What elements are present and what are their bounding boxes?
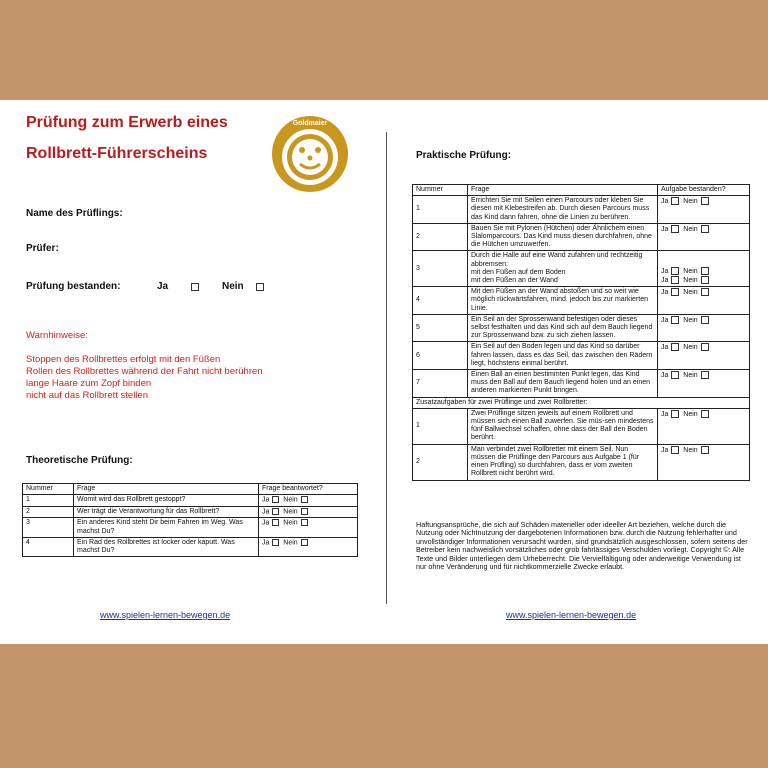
theory-table: [22, 483, 358, 557]
answer-cell[interactable]: Ja Nein: [658, 314, 750, 342]
table-row: 2 Bauen Sie mit Pylonen (Hütchen) oder Ähnlichem einen Slalomparcours. Das Kind muss diesen durchfahren, ohne die Hütchen umzuwerfen. Ja Nein: [413, 223, 750, 251]
answer-cell[interactable]: Ja Nein: [259, 495, 358, 507]
theory-num: 1: [23, 495, 74, 507]
table-row: 1 Zwei Prüflinge sitzen jeweils auf einem Rollbrett und müssen sich einen Ball zuwerfen. Sie müs-sen mindestens fünf Ballwechsel schaffen, ohne dass der Ball den Boden berührt. Ja Nein: [413, 408, 750, 444]
answer-cell[interactable]: Ja Nein: [658, 196, 750, 224]
table-row: 2 Man verbindet zwei Rollbretter mit einem Seil. Nun müssen die Prüflinge den Parcours aus Aufgabe 1 (für einen Prüfling) so durchfahren, dass er vom zweiten Rollbrett nicht berührt wird. Ja Nein: [413, 444, 750, 480]
smiley-logo-icon: [270, 114, 350, 194]
theory-header: Frage beantwortet?: [259, 484, 358, 495]
table-row: 3 Durch die Halle auf eine Wand zufahren und rechtzeitig abbremsen: mit den Füßen auf dem Boden mit den Füßen an der Wand Ja Nein Ja Nein: [413, 251, 750, 287]
warning-item: Stoppen des Rollbrettes erfolgt mit den Füßen: [26, 354, 221, 365]
theory-question: Wer trägt die Verantwortung für das Rollbrett?: [74, 506, 259, 518]
theory-num: 3: [23, 518, 74, 537]
extra-label: Zusatzaufgaben für zwei Prüflinge und zwei Rollbretter:: [413, 397, 750, 408]
warn-list: [26, 354, 263, 402]
table-row: 1 Errichten Sie mit Seilen einen Parcours oder kleben Sie diesen mit Klebestreifen ab. Durch diesen Parcours muss das Kind dann fahren, ohne die Linien zu berühren. Ja Nein: [413, 196, 750, 224]
answer-cell[interactable]: Ja Nein: [658, 444, 750, 480]
theory-question: Womit wird das Rollbrett gestoppt?: [74, 495, 259, 507]
practical-header: Aufgabe bestanden?: [658, 185, 750, 196]
answer-cell[interactable]: Ja Nein: [658, 287, 750, 315]
page-divider: [386, 132, 387, 604]
theory-header: Nummer: [23, 484, 74, 495]
answer-cell[interactable]: Ja Nein Ja Nein: [658, 251, 750, 287]
pruefer-label: Prüfer:: [26, 243, 59, 254]
answer-cell[interactable]: Ja Nein: [658, 370, 750, 398]
answer-cell[interactable]: Ja Nein: [658, 223, 750, 251]
practical-table: [412, 184, 750, 481]
answer-cell[interactable]: Ja Nein: [259, 506, 358, 518]
practical-title: Praktische Prüfung:: [416, 150, 512, 161]
table-row: 7 Einen Ball an einen bestimmten Punkt legen, das Kind muss den Ball auf dem Bauch liegend holen und an einen anderen markierten Punkt bringen. Ja Nein: [413, 370, 750, 398]
title-line-2: Rollbrett-Führerscheins: [26, 145, 208, 162]
passed-nein: Nein: [222, 281, 244, 292]
table-row: [23, 506, 358, 518]
title-line-1: Prüfung zum Erwerb eines: [26, 114, 228, 131]
theory-question: Ein anderes Kind steht Dir beim Fahren im Weg. Was machst Du?: [74, 518, 259, 537]
document-page: [0, 100, 768, 644]
theory-header: Frage: [74, 484, 259, 495]
answer-cell[interactable]: Ja Nein: [259, 518, 358, 537]
answer-cell[interactable]: Ja Nein: [658, 408, 750, 444]
logo-text: Goldmaier: [292, 120, 328, 127]
theory-question: Ein Rad des Rollbrettes ist locker oder kaputt. Was machst Du?: [74, 537, 259, 556]
theory-header-row: [23, 484, 358, 495]
passed-ja: Ja: [157, 281, 169, 292]
theory-num: 2: [23, 506, 74, 518]
table-row: [23, 518, 358, 537]
practical-header: Nummer: [413, 185, 468, 196]
disclaimer-text: Haftungsansprüche, die sich auf Schäden materieller oder ideeller Art beziehen, welche durch die Nutzung oder Nichtnutzung der dargebotenen Informationen bzw. durch die Nutzung fehlerhafter und unvollständiger Informationen verursacht wurden, sind grundsätzlich ausgeschlossen, sofern seitens der Betreiber kein nachweislich vorsätzliches oder grob fahrlässiges Verschulden vorliegt. Copyright ©: Alle Texte und Bilder unterliegen dem Urheberrecht. Die Vervielfältigung oder anderweitige Verwendung ist nur ohne Veränderung und für nichtkommerzielle Zwecke erlaubt.: [416, 520, 748, 572]
practical-header-row: [413, 185, 750, 196]
theory-title: Theoretische Prüfung:: [26, 455, 133, 466]
theory-num: 4: [23, 537, 74, 556]
table-row: 4 Mit den Füßen an der Wand abstoßen und so weit wie möglich rückwärtsfahren, mind. jedoch bis zur markierten Linie. Ja Nein: [413, 287, 750, 315]
answer-cell[interactable]: Ja Nein: [658, 342, 750, 370]
extra-label-row: [413, 397, 750, 408]
passed-label: Prüfung bestanden:: [26, 281, 121, 292]
warning-item: nicht auf das Rollbrett stellen: [26, 390, 148, 401]
table-row: 6 Ein Seil auf den Boden legen und das Kind so darüber fahren lassen, dass es das Seil, das zwischen den Rädern liegt, höchstens einmal berührt. Ja Nein: [413, 342, 750, 370]
practical-header: Frage: [468, 185, 658, 196]
warning-item: Rollen des Rollbrettes während der Fahrt nicht berühren: [26, 366, 263, 377]
website-link-left[interactable]: www.spielen-lernen-bewegen.de: [100, 610, 231, 620]
table-row: [23, 537, 358, 556]
table-row: 5 Ein Seil an der Sprossenwand befestigen oder dieses selbst festhalten und das Kind sich auf dem Bauch liegend zur Sprossenwand bzw. zu sich ziehen lassen. Ja Nein: [413, 314, 750, 342]
name-label: Name des Prüflings:: [26, 208, 123, 219]
answer-cell[interactable]: Ja Nein: [259, 537, 358, 556]
passed-nein-checkbox[interactable]: [256, 283, 264, 291]
website-link-right[interactable]: www.spielen-lernen-bewegen.de: [506, 610, 637, 620]
warn-title: Warnhinweise:: [26, 330, 88, 341]
warning-item: lange Haare zum Zopf binden: [26, 378, 152, 389]
passed-ja-checkbox[interactable]: [191, 283, 199, 291]
table-row: [23, 495, 358, 507]
